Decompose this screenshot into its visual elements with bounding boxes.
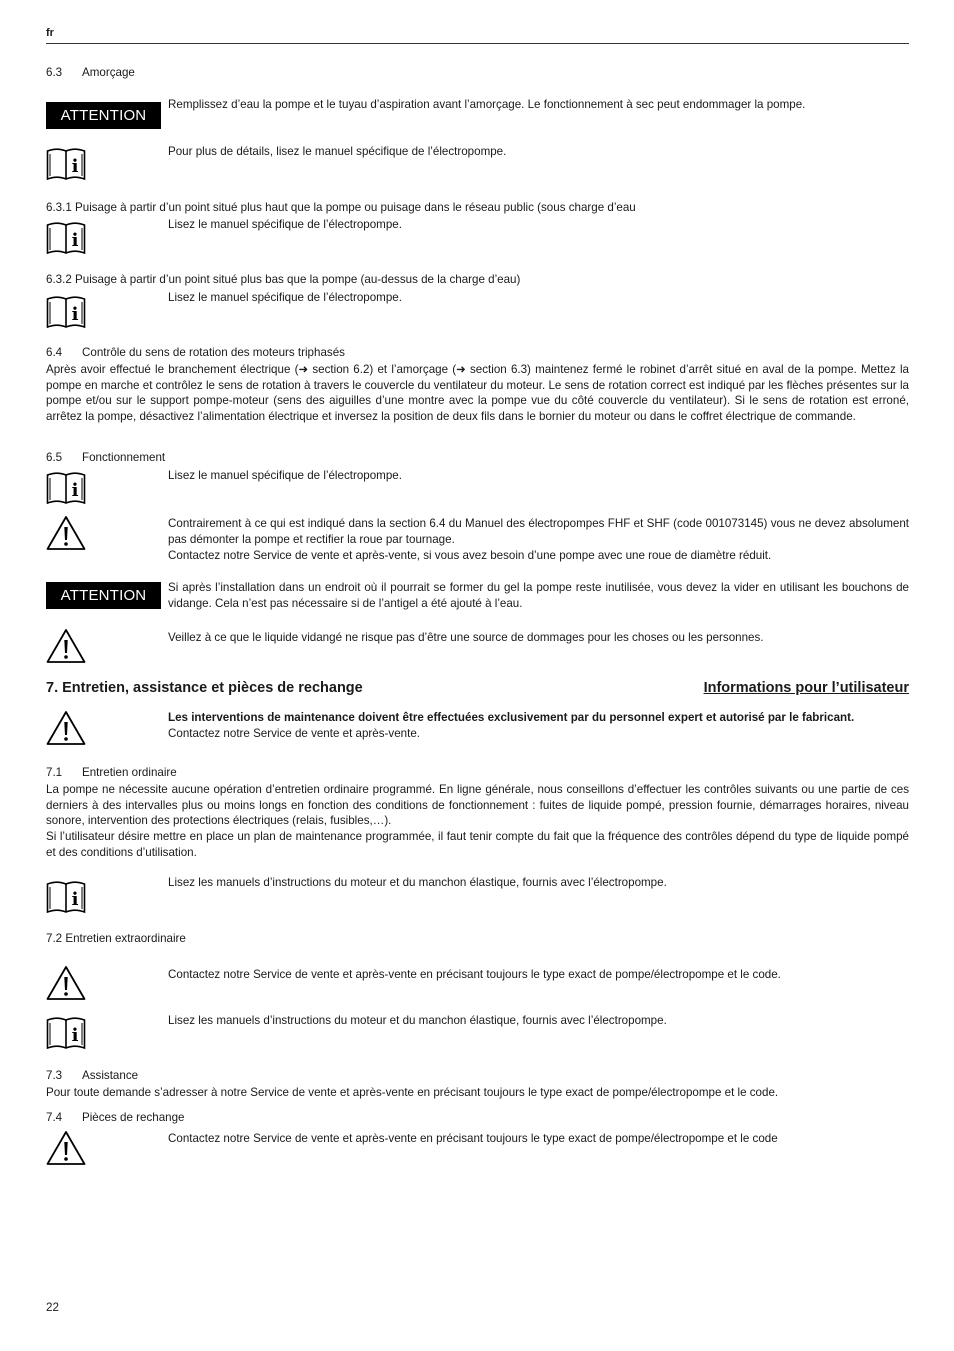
- section-number: 6.5: [46, 451, 63, 464]
- warning-text: Contactez notre Service de vente et après-vente, si vous avez besoin d’une pompe avec une roue de diamètre réduit.: [168, 549, 772, 562]
- warning-triangle-icon: [46, 1130, 86, 1166]
- info-text: Pour plus de détails, lisez le manuel spécifique de l’électropompe.: [168, 145, 507, 158]
- warning-triangle-icon: [46, 628, 86, 664]
- section-heading-7-1: [46, 765, 177, 781]
- paragraph: Pour toute demande s’adresser à notre Service de vente et après-vente en précisant toujours le type exact de pompe/électropompe et le code.: [46, 1086, 779, 1099]
- info-text: Lisez les manuels d’instructions du moteur et du manchon élastique, fournis avec l’électropompe.: [168, 1014, 667, 1027]
- paragraph: Après avoir effectué le branchement électrique (➜ section 6.2) et l’amorçage (➜ section 6.3) maintenez fermé le robinet d’arrêt situé en aval de la pompe. Mettez la pompe en marche et contrôlez le sens de rotation à travers le couvercle du ventilateur du moteur. Le sens de rotation correct est indiqué par les flèches présentes sur la pompe et/ou sur le support pompe-moteur (sens des aiguilles d’une montre avec la pompe vue du côté couvercle du ventilateur). Si le sens de rotation est erroné, arrêtez la pompe, désactivez l’alimentation électrique et inversez la position de deux fils dans le bornier du moteur ou dans le coffret électrique de commande.: [46, 363, 909, 423]
- section-title: Contrôle du sens de rotation des moteurs triphasés: [82, 346, 345, 359]
- info-text: Lisez le manuel spécifique de l’électropompe.: [168, 469, 402, 482]
- paragraph: Si l’utilisateur désire mettre en place un plan de maintenance programmée, il faut tenir compte du fait que la fréquence des contrôles dépend du type de liquide pompé et des conditions d’utilisation.: [46, 830, 909, 859]
- paragraph: La pompe ne nécessite aucune opération d’entretien ordinaire programmé. En ligne générale, nous conseillons d’effectuer les contrôles suivants ou une partie de ces derniers à des intervalles plus ou moins longs en fonction des conditions de fonctionnement : fuites de liquide pompé, pression fournie, démarrages horaires, niveau sonore, intervention des protections électriques (relais, fusibles,…).: [46, 783, 909, 828]
- section-heading-6-3-1: 6.3.1 Puisage à partir d’un point situé plus haut que la pompe ou puisage dans le réseau public (sous charge d’eau: [46, 201, 636, 214]
- section-heading-6-4: [46, 345, 345, 361]
- section-title: Fonctionnement: [82, 451, 166, 464]
- header-divider: [46, 43, 909, 44]
- section-heading-7-3: [46, 1068, 138, 1084]
- section-number: 7.1: [46, 766, 63, 779]
- chapter-audience: Informations pour l’utilisateur: [703, 680, 909, 696]
- manual-info-icon: [46, 881, 86, 915]
- section-number: 7.3: [46, 1069, 63, 1082]
- warning-text: Contactez notre Service de vente et après-vente en précisant toujours le type exact de pompe/électropompe et le code.: [168, 968, 781, 981]
- info-text: Lisez le manuel spécifique de l’électropompe.: [168, 291, 402, 304]
- warning-text: Contactez notre Service de vente et après-vente en précisant toujours le type exact de pompe/électropompe et le code: [168, 1132, 778, 1145]
- section-title: Assistance: [82, 1069, 139, 1082]
- section-heading-6-5: [46, 450, 165, 466]
- manual-info-icon: [46, 296, 86, 330]
- manual-info-icon: [46, 472, 86, 506]
- warning-triangle-icon: [46, 710, 86, 746]
- section-title: Pièces de rechange: [82, 1111, 185, 1124]
- manual-info-icon: [46, 1017, 86, 1051]
- attention-text: Si après l’installation dans un endroit où il pourrait se former du gel la pompe reste inutilisée, vous devez la vider en utilisant les bouchons de vidange. Cela n’est pas nécessaire si de l’antigel a été ajouté à l’eau.: [168, 581, 909, 610]
- section-title: Amorçage: [82, 66, 135, 79]
- info-text: Lisez les manuels d’instructions du moteur et du manchon élastique, fournis avec l’électropompe.: [168, 876, 667, 889]
- attention-label: ATTENTION: [46, 582, 161, 609]
- section-number: 6.4: [46, 346, 63, 359]
- warning-triangle-icon: [46, 965, 86, 1001]
- attention-text: Remplissez d’eau la pompe et le tuyau d’aspiration avant l’amorçage. Le fonctionnement à sec peut endommager la pompe.: [168, 98, 806, 111]
- manual-info-icon: [46, 222, 86, 256]
- manual-info-icon: [46, 148, 86, 182]
- section-number: 6.3: [46, 66, 63, 79]
- warning-text: Veillez à ce que le liquide vidangé ne risque pas d’être une source de dommages pour les choses ou les personnes.: [168, 631, 764, 644]
- warning-text-bold: Les interventions de maintenance doivent être effectuées exclusivement par du personnel expert et autorisé par le fabricant.: [168, 711, 855, 724]
- attention-label: ATTENTION: [46, 102, 161, 129]
- section-number: 7.4: [46, 1111, 63, 1124]
- section-heading-6-3: [46, 65, 135, 81]
- section-heading-6-3-2: 6.3.2 Puisage à partir d’un point situé plus bas que la pompe (au-dessus de la charge d’eau): [46, 273, 521, 286]
- page-number: 22: [46, 1301, 59, 1314]
- section-title: Entretien ordinaire: [82, 766, 177, 779]
- warning-triangle-icon: [46, 515, 86, 551]
- info-text: Lisez le manuel spécifique de l’électropompe.: [168, 218, 402, 231]
- section-heading-7-4: [46, 1110, 184, 1126]
- warning-text: Contactez notre Service de vente et après-vente.: [168, 727, 420, 740]
- language-code: fr: [46, 27, 54, 39]
- warning-text: Contrairement à ce qui est indiqué dans la section 6.4 du Manuel des électropompes FHF et SHF (code 001073145) vous ne devez absolument pas démonter la pompe et rectifier la roue par tournage.: [168, 517, 909, 546]
- section-heading-7-2: 7.2 Entretien extraordinaire: [46, 932, 186, 945]
- chapter-title: 7. Entretien, assistance et pièces de rechange: [46, 680, 363, 696]
